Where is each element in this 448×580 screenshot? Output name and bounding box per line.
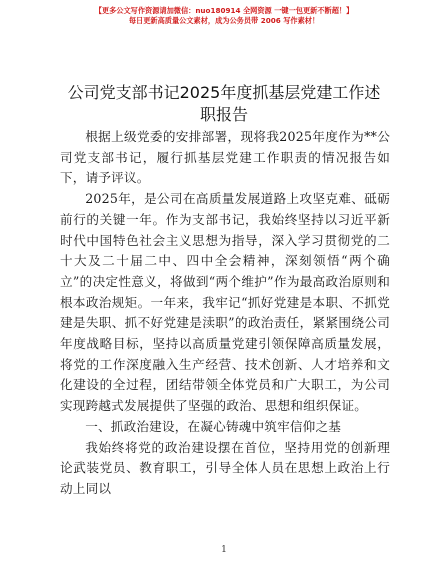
- paragraph-intro: 根据上级党委的安排部署，现将我2025年度作为**公司党支部书记，履行抓基层党建工作职责的情况报告如下，请予评议。: [60, 129, 390, 186]
- promo-banner: [0, 6, 448, 26]
- paragraph-section-1: 我始终将党的政治建设摆在首位，坚持用党的创新理论武装党员、教育职工，引导全体人员在思想上政治上行动上同以: [60, 439, 390, 496]
- banner-line-1: 【更多公文写作资源请加微信：nuo180914 全网资源 一键一包更新不断超！】: [94, 6, 354, 15]
- page-number: 1: [221, 545, 227, 555]
- banner-line-2: 每日更新高质量公文素材，成为公务员带 2006 写作素材！: [128, 16, 320, 25]
- section-heading-1: 一、抓政治建设，在凝心铸魂中筑牢信仰之基: [85, 418, 342, 434]
- document-body: [60, 127, 390, 500]
- document-title: 公司党支部书记2025年度抓基层党建工作述职报告: [67, 83, 381, 124]
- paragraph-overview: 2025年，是公司在高质量发展道路上攻坚克难、砥砺前行的关键一年。作为支部书记，我始终坚持以习近平新时代中国特色社会主义思想为指导，深入学习贯彻党的二十大及二十届二中、四中全会精神，深刻领悟“两个确立”的决定性意义，将做到“两个维护”作为最高政治原则和根本政治规矩。一年来，我牢记“抓好党建是本职、不抓党建是失职、抓不好党建是渎职”的政治责任，紧紧围绕公司年度战略目标，坚持以高质量党建引领保障高质量发展，将党的工作深度融入生产经营、技术创新、人才培养和文化建设的全过程，团结带领全体党员和广大职工，为公司实现跨越式发展提供了坚强的政治、思想和组织保证。: [60, 191, 390, 414]
